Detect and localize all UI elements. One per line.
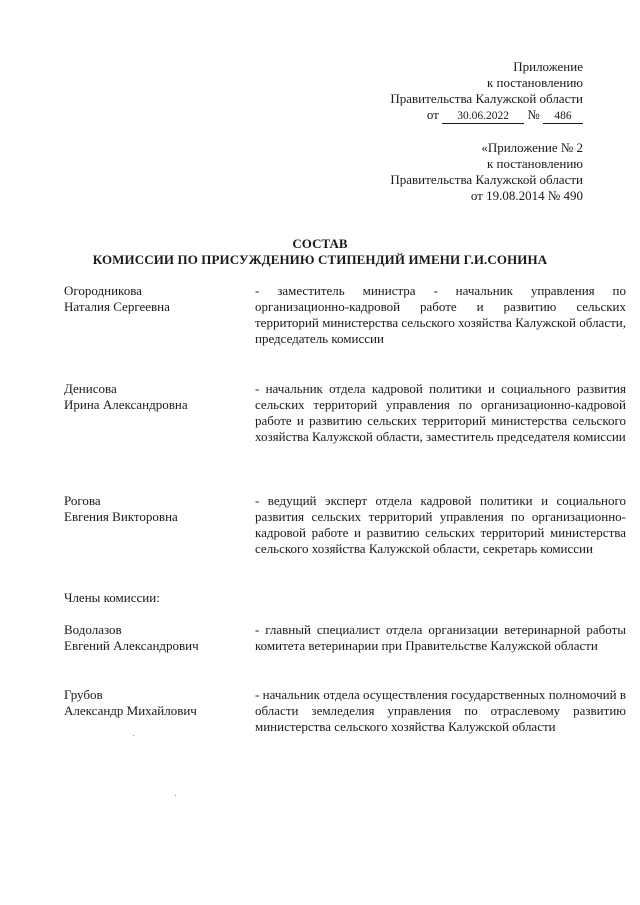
appendix-line-3: Правительства Калужской области (390, 91, 583, 106)
member-surname: Рогова (64, 493, 101, 508)
decree-number: 486 (543, 110, 583, 124)
decree-date: 30.06.2022 (442, 110, 524, 124)
member-surname: Водолазов (64, 622, 122, 637)
member-surname: Огородникова (64, 283, 142, 298)
date-prefix: от (426, 107, 439, 122)
appendix2-header (390, 140, 583, 204)
appendix2-line-2: к постановлению (486, 156, 583, 171)
appendix-line-2: к постановлению (486, 75, 583, 90)
appendix-date-line (390, 107, 583, 123)
member-role: - главный специалист отдела организации ветеринарной работы комитета ветеринарии при Правительстве Калужской области (255, 622, 626, 653)
member-name (64, 381, 244, 413)
appendix-line-1: Приложение (513, 59, 583, 74)
member-name (64, 493, 244, 525)
member-name (64, 622, 244, 654)
document-subtitle: КОМИССИИ ПО ПРИСУЖДЕНИЮ СТИПЕНДИЙ ИМЕНИ Г.И.СОНИНА (92, 252, 548, 267)
member-name (64, 687, 244, 719)
member-given-names: Евгений Александрович (64, 638, 199, 653)
appendix2-line-1: «Приложение № 2 (481, 140, 583, 155)
member-surname: Грубов (64, 687, 103, 702)
document-title: СОСТАВ (292, 236, 348, 251)
members-section-label: Члены комиссии: (64, 590, 160, 605)
member-role: - начальник отдела кадровой политики и социального развития сельских территорий управления по организационно-кадровой работе и развитию сельских территорий министерства сельского хозяйства Калужской области, заместитель председателя комиссии (255, 381, 626, 444)
member-role: - начальник отдела осуществления государственных полномочий в области земледелия управления по отраслевому развитию министерства сельского хозяйства Калужской области (255, 687, 626, 734)
member-given-names: Наталия Сергеевна (64, 299, 170, 314)
member-given-names: Александр Михайлович (64, 703, 197, 718)
member-given-names: Ирина Александровна (64, 397, 188, 412)
scan-speck (175, 795, 176, 796)
member-name (64, 283, 244, 315)
number-prefix: № (527, 107, 540, 122)
appendix2-line-4: от 19.08.2014 № 490 (470, 188, 583, 203)
appendix-header (390, 59, 583, 123)
member-given-names: Евгения Викторовна (64, 509, 178, 524)
scan-speck (133, 735, 134, 736)
member-role: - ведущий эксперт отдела кадровой политики и социального развития сельских территорий управления по организационно-кадровой работе и развитию сельских территорий министерства сельского хозяйства Калужской области, секретарь комиссии (255, 493, 626, 556)
member-role: - заместитель министра - начальник управления по организационно-кадровой работе и развитию сельских территорий министерства сельского хозяйства Калужской области, председатель комиссии (255, 283, 626, 346)
appendix2-line-3: Правительства Калужской области (390, 172, 583, 187)
member-surname: Денисова (64, 381, 117, 396)
